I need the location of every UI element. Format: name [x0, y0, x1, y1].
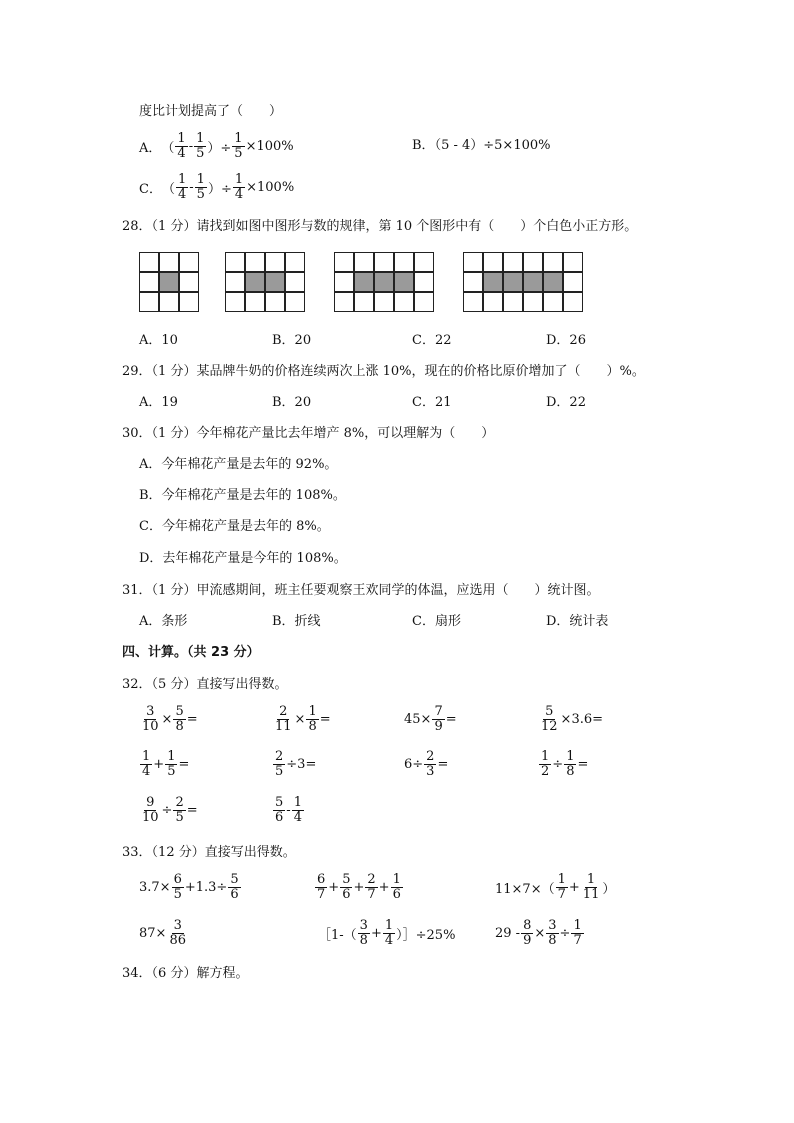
fraction	[140, 705, 161, 734]
white-square	[394, 252, 414, 272]
prefix: ［1-（	[318, 928, 357, 943]
shaded-square	[543, 272, 563, 292]
operator: ×	[534, 926, 546, 941]
white-square	[523, 292, 543, 312]
white-square	[374, 292, 394, 312]
white-square	[245, 252, 265, 272]
fraction	[172, 873, 184, 902]
q32-expr-6	[272, 750, 316, 779]
numerator: 1	[308, 704, 317, 719]
option-label: B．	[412, 138, 435, 153]
white-square	[394, 292, 414, 312]
q32-expr-3	[404, 705, 457, 734]
q31-option-d[interactable]: D．统计表	[546, 614, 609, 629]
q33-expr-5	[318, 919, 455, 948]
numerator: 1	[566, 749, 575, 764]
numerator: 5	[230, 872, 239, 887]
operator: +	[328, 880, 340, 895]
fraction	[194, 132, 206, 161]
q32-expr-5	[139, 750, 189, 779]
q28-option-c[interactable]: C．22	[412, 333, 452, 348]
operator: +	[378, 880, 390, 895]
numerator: 2	[279, 704, 288, 719]
white-square	[354, 292, 374, 312]
fraction	[167, 919, 188, 948]
q31-stem: 31．（1 分）甲流感期间，班主任要观察王欢同学的体温，应选用（ ）统计图。	[122, 583, 600, 598]
operator: ×	[161, 712, 173, 727]
prefix: 45×	[404, 712, 432, 727]
numerator: 1	[196, 172, 205, 187]
denominator: 8	[175, 719, 184, 734]
operator: +	[370, 926, 382, 941]
denominator: 10	[142, 810, 159, 825]
numerator: 8	[523, 918, 532, 933]
white-square	[414, 292, 434, 312]
white-square	[285, 292, 305, 312]
white-square	[463, 292, 483, 312]
shaded-square	[354, 272, 374, 292]
white-square	[354, 252, 374, 272]
numerator: 1	[573, 918, 582, 933]
q29-stem: 29．（1 分）某品牌牛奶的价格连续两次上涨 10%，现在的价格比原价增加了（ ）%。	[122, 364, 645, 379]
numerator: 5	[275, 795, 284, 810]
fraction	[273, 796, 285, 825]
white-square	[503, 292, 523, 312]
white-square	[334, 292, 354, 312]
numerator: 2	[367, 872, 376, 887]
fraction	[539, 705, 560, 734]
fraction	[173, 705, 185, 734]
q27-option-a[interactable]	[139, 132, 294, 161]
numerator: 1	[392, 872, 401, 887]
white-square	[265, 252, 285, 272]
numerator: 1	[293, 795, 302, 810]
fraction	[521, 919, 533, 948]
denominator: 4	[384, 933, 394, 948]
fraction	[175, 132, 187, 161]
denominator: 3	[426, 764, 435, 779]
shaded-square	[503, 272, 523, 292]
white-square	[334, 272, 354, 292]
denominator: 8	[548, 933, 557, 948]
q29-option-b[interactable]: B．20	[272, 395, 312, 410]
equals: =	[178, 757, 190, 772]
denominator: 8	[359, 933, 368, 948]
suffix: ×3.6=	[560, 712, 604, 727]
q32-expr-2	[272, 705, 331, 734]
white-square	[139, 272, 159, 292]
shaded-square	[159, 272, 179, 292]
numerator: 3	[146, 704, 155, 719]
white-square	[543, 292, 563, 312]
fraction	[556, 873, 568, 902]
denominator: 4	[142, 764, 151, 779]
fraction	[165, 750, 177, 779]
equals: =	[186, 712, 198, 727]
suffix: ）］÷25%	[396, 928, 456, 943]
numerator: 2	[426, 749, 435, 764]
q32-expr-1	[139, 705, 198, 734]
q33-expr-4	[139, 919, 189, 948]
q30-option-b[interactable]: B．今年棉花产量是去年的 108%。	[139, 488, 346, 503]
white-square	[285, 252, 305, 272]
equals: =	[319, 712, 331, 727]
denominator: 7	[573, 933, 582, 948]
fraction	[233, 173, 245, 202]
q33-expr-3	[495, 873, 615, 902]
white-square	[225, 252, 245, 272]
q30-stem: 30．（1 分）今年棉花产量比去年增产 8%，可以理解为（ ）	[122, 426, 495, 441]
numerator: 1	[177, 172, 187, 187]
q33-stem: 33．（12 分）直接写出得数。	[122, 845, 296, 860]
white-square	[523, 252, 543, 272]
equals: =	[577, 757, 589, 772]
denominator: 5	[196, 146, 205, 161]
paren: （	[161, 182, 175, 197]
q28-option-a[interactable]: A．10	[139, 333, 178, 348]
fraction	[581, 873, 602, 902]
denominator: 4	[293, 810, 302, 825]
q32-expr-4	[538, 705, 603, 734]
q30-option-c[interactable]: C．今年棉花产量是去年的 8%。	[139, 519, 330, 534]
numerator: 1	[541, 749, 550, 764]
fraction	[424, 750, 436, 779]
fraction	[539, 750, 551, 779]
q30-option-d[interactable]: D．去年棉花产量是今年的 108%。	[139, 551, 347, 566]
denominator: 86	[169, 933, 186, 948]
denominator: 8	[566, 764, 575, 779]
denominator: 6	[275, 810, 284, 825]
numerator: 3	[548, 918, 557, 933]
fraction	[391, 873, 403, 902]
fraction	[432, 705, 444, 734]
q32-expr-9	[139, 796, 198, 825]
white-square	[179, 252, 199, 272]
q28-option-d[interactable]: D．26	[546, 333, 586, 348]
q32-stem: 32．（5 分）直接写出得数。	[122, 677, 288, 692]
fraction	[173, 796, 185, 825]
white-square	[483, 252, 503, 272]
denominator: 7	[557, 887, 566, 902]
operator: -	[189, 180, 194, 195]
prefix: 29 -	[495, 926, 521, 941]
white-square	[159, 252, 179, 272]
numerator: 1	[384, 918, 394, 933]
fraction	[140, 796, 161, 825]
numerator: 6	[173, 872, 182, 887]
white-square	[225, 292, 245, 312]
operator: ÷	[552, 757, 564, 772]
denominator: 2	[541, 764, 550, 779]
numerator: 1	[586, 872, 596, 887]
fraction	[546, 919, 558, 948]
numerator: 1	[142, 749, 151, 764]
numerator: 1	[234, 172, 244, 187]
q32-expr-8	[538, 750, 588, 779]
white-square	[463, 272, 483, 292]
denominator: 6	[342, 887, 351, 902]
white-square	[374, 252, 394, 272]
white-square	[265, 292, 285, 312]
numerator: 3	[359, 918, 368, 933]
fraction	[292, 796, 304, 825]
numerator: 1	[167, 749, 176, 764]
denominator: 5	[234, 146, 243, 161]
shaded-square	[523, 272, 543, 292]
q34-stem: 34．（6 分）解方程。	[122, 966, 249, 981]
q33-expr-2	[314, 873, 404, 902]
operator: ÷	[161, 803, 173, 818]
fraction	[383, 919, 395, 948]
shaded-square	[483, 272, 503, 292]
white-square	[225, 272, 245, 292]
denominator: 7	[317, 887, 326, 902]
equals: =	[445, 712, 457, 727]
fraction	[315, 873, 327, 902]
q27-option-b[interactable]	[412, 138, 550, 154]
denominator: 5	[173, 887, 182, 902]
white-square	[483, 292, 503, 312]
denominator: 9	[434, 719, 443, 734]
denominator: 7	[367, 887, 376, 902]
white-square	[285, 272, 305, 292]
denominator: 4	[234, 187, 244, 202]
white-square	[503, 252, 523, 272]
operator: ÷	[559, 926, 571, 941]
q32-expr-10	[272, 796, 305, 825]
operator: -	[188, 139, 194, 154]
suffix: ÷3=	[286, 757, 317, 772]
denominator: 10	[142, 719, 159, 734]
white-square	[543, 252, 563, 272]
operator: ×	[294, 712, 306, 727]
white-square	[139, 292, 159, 312]
percent-tail: ×100%	[246, 180, 295, 195]
fraction	[140, 750, 152, 779]
fraction	[340, 873, 352, 902]
white-square	[179, 272, 199, 292]
shaded-square	[374, 272, 394, 292]
white-square	[179, 292, 199, 312]
q33-expr-1	[139, 873, 242, 902]
white-square	[334, 252, 354, 272]
numerator: 1	[177, 131, 186, 146]
middle: +1.3÷	[184, 880, 228, 895]
fraction	[195, 173, 207, 202]
q31-option-b[interactable]: B．折线	[272, 614, 321, 629]
numerator: 5	[342, 872, 351, 887]
fraction	[176, 173, 188, 202]
option-label: C．	[139, 182, 162, 197]
q27-option-c[interactable]	[139, 173, 294, 202]
white-square	[414, 252, 434, 272]
equals: =	[437, 757, 449, 772]
prefix: 87×	[139, 926, 167, 941]
denominator: 5	[196, 187, 205, 202]
white-square	[563, 252, 583, 272]
denominator: 5	[175, 810, 184, 825]
white-square	[563, 292, 583, 312]
operator: ）÷	[207, 182, 232, 197]
denominator: 12	[541, 719, 558, 734]
numerator: 9	[146, 795, 155, 810]
denominator: 9	[523, 933, 532, 948]
white-square	[463, 252, 483, 272]
denominator: 4	[177, 187, 187, 202]
white-square	[245, 292, 265, 312]
fraction	[232, 132, 244, 161]
q31-option-a[interactable]: A．条形	[139, 614, 188, 629]
denominator: 6	[392, 887, 401, 902]
denominator: 5	[275, 764, 284, 779]
denominator: 8	[308, 719, 317, 734]
numerator: 1	[234, 131, 243, 146]
q29-option-a[interactable]: A．19	[139, 395, 178, 410]
q28-option-b[interactable]: B．20	[272, 333, 312, 348]
prefix: 6÷	[404, 757, 424, 772]
numerator: 5	[175, 704, 184, 719]
white-square	[414, 272, 434, 292]
numerator: 2	[175, 795, 184, 810]
numerator: 3	[173, 918, 182, 933]
numerator: 1	[196, 131, 205, 146]
prefix: 3.7×	[139, 880, 171, 895]
suffix: ）	[602, 882, 616, 897]
q28-stem: 28．（1 分）请找到如图中图形与数的规律，第 10 个图形中有（ ）个白色小正方形。	[122, 219, 638, 234]
fraction	[273, 750, 285, 779]
fraction	[365, 873, 377, 902]
operator: ）÷	[207, 141, 232, 156]
operator: +	[353, 880, 365, 895]
numerator: 6	[317, 872, 326, 887]
numerator: 2	[275, 749, 284, 764]
q32-expr-7	[404, 750, 448, 779]
q33-expr-6	[495, 919, 585, 948]
numerator: 1	[557, 872, 566, 887]
q30-option-a[interactable]: A．今年棉花产量是去年的 92%。	[139, 457, 338, 472]
white-square	[139, 252, 159, 272]
operator: +	[568, 880, 580, 895]
operator: +	[153, 757, 165, 772]
fraction	[306, 705, 318, 734]
fraction	[564, 750, 576, 779]
denominator: 6	[230, 887, 239, 902]
white-square	[563, 272, 583, 292]
percent-tail: ×100%	[245, 139, 294, 154]
numerator: 7	[434, 704, 443, 719]
denominator: 11	[582, 887, 600, 902]
prefix: 11×7×（	[495, 882, 555, 897]
equals: =	[186, 803, 198, 818]
denominator: 4	[177, 146, 186, 161]
q31-option-c[interactable]: C．扇形	[412, 614, 461, 629]
numerator: 5	[545, 704, 554, 719]
q29-option-c[interactable]: C．21	[412, 395, 452, 410]
shaded-square	[245, 272, 265, 292]
shaded-square	[265, 272, 285, 292]
shaded-square	[394, 272, 414, 292]
operator: -	[286, 803, 291, 818]
denominator: 5	[167, 764, 176, 779]
fraction	[358, 919, 370, 948]
paren: （	[161, 141, 175, 156]
q27-stem-tail: 度比计划提高了（ ）	[139, 104, 283, 119]
fraction	[228, 873, 240, 902]
option-label: A．	[139, 141, 162, 156]
fraction	[571, 919, 583, 948]
denominator: 11	[275, 719, 292, 734]
section-heading: 四、计算。（共 23 分）	[122, 645, 260, 660]
option-text: （5 - 4）÷5×100%	[434, 138, 551, 153]
fraction	[273, 705, 294, 734]
q29-option-d[interactable]: D．22	[546, 395, 586, 410]
white-square	[159, 292, 179, 312]
